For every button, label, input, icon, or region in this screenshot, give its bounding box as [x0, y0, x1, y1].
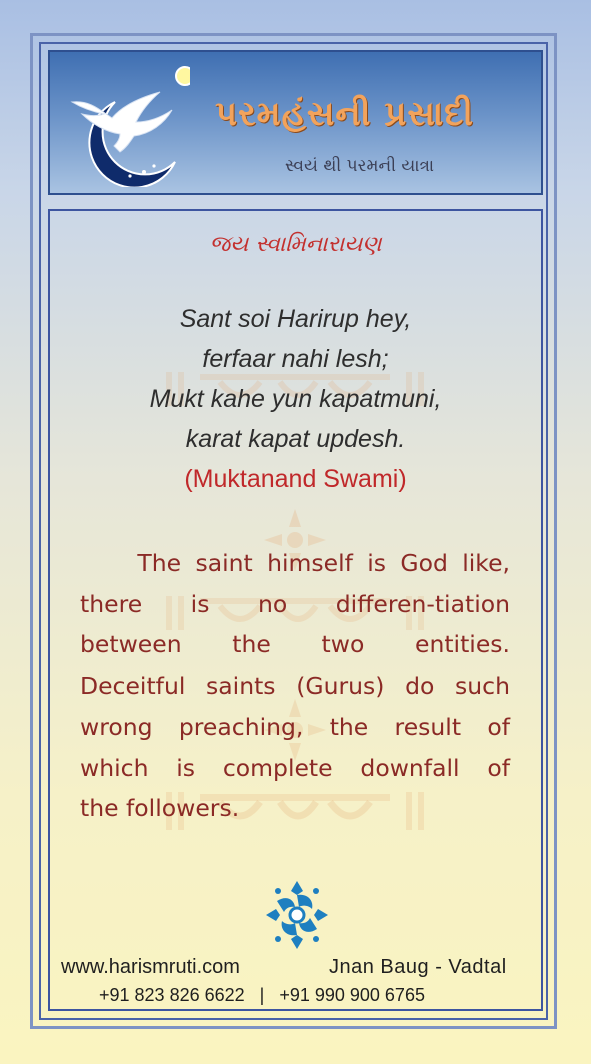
- header-banner: [48, 50, 543, 195]
- verse-line-1: Sant soi Harirup hey,: [179, 305, 412, 333]
- paragraph-line-7: the followers.: [80, 794, 240, 822]
- phone-numbers: +91 823 826 6622 | +91 990 900 6765: [99, 985, 425, 1005]
- greeting-jay-swaminarayan: જય સ્વામિનારાયણ: [209, 232, 382, 257]
- paragraph-line-4: Deceitful saints (Gurus) do such: [80, 672, 510, 700]
- location-text: Jnan Baug - Vadtal: [329, 956, 507, 978]
- app-title: પરમહંસની પ્રસાદી: [215, 94, 474, 134]
- verse-line-3: Mukt kahe yun kapatmuni,: [149, 385, 442, 413]
- verse-author: (Muktanand Swami): [184, 465, 407, 493]
- swastik-emblem-icon: [264, 877, 330, 951]
- app-subtitle: સ્વયં થી પરમની યાત્રા: [285, 156, 435, 176]
- verse-line-2: ferfaar nahi lesh;: [202, 345, 389, 373]
- paragraph-line-2: there is no differen-tiation: [80, 590, 510, 618]
- paragraph-line-3: between the two entities.: [80, 630, 510, 658]
- website-link[interactable]: www.harismruti.com: [61, 956, 240, 978]
- dove-moon-logo-icon: [60, 62, 190, 187]
- paragraph-line-1: The saint himself is God like,: [80, 549, 510, 577]
- verse-line-4: karat kapat updesh.: [185, 425, 406, 453]
- paragraph-line-5: wrong preaching, the result of: [80, 713, 510, 741]
- paragraph-line-6: which is complete downfall of: [80, 754, 510, 782]
